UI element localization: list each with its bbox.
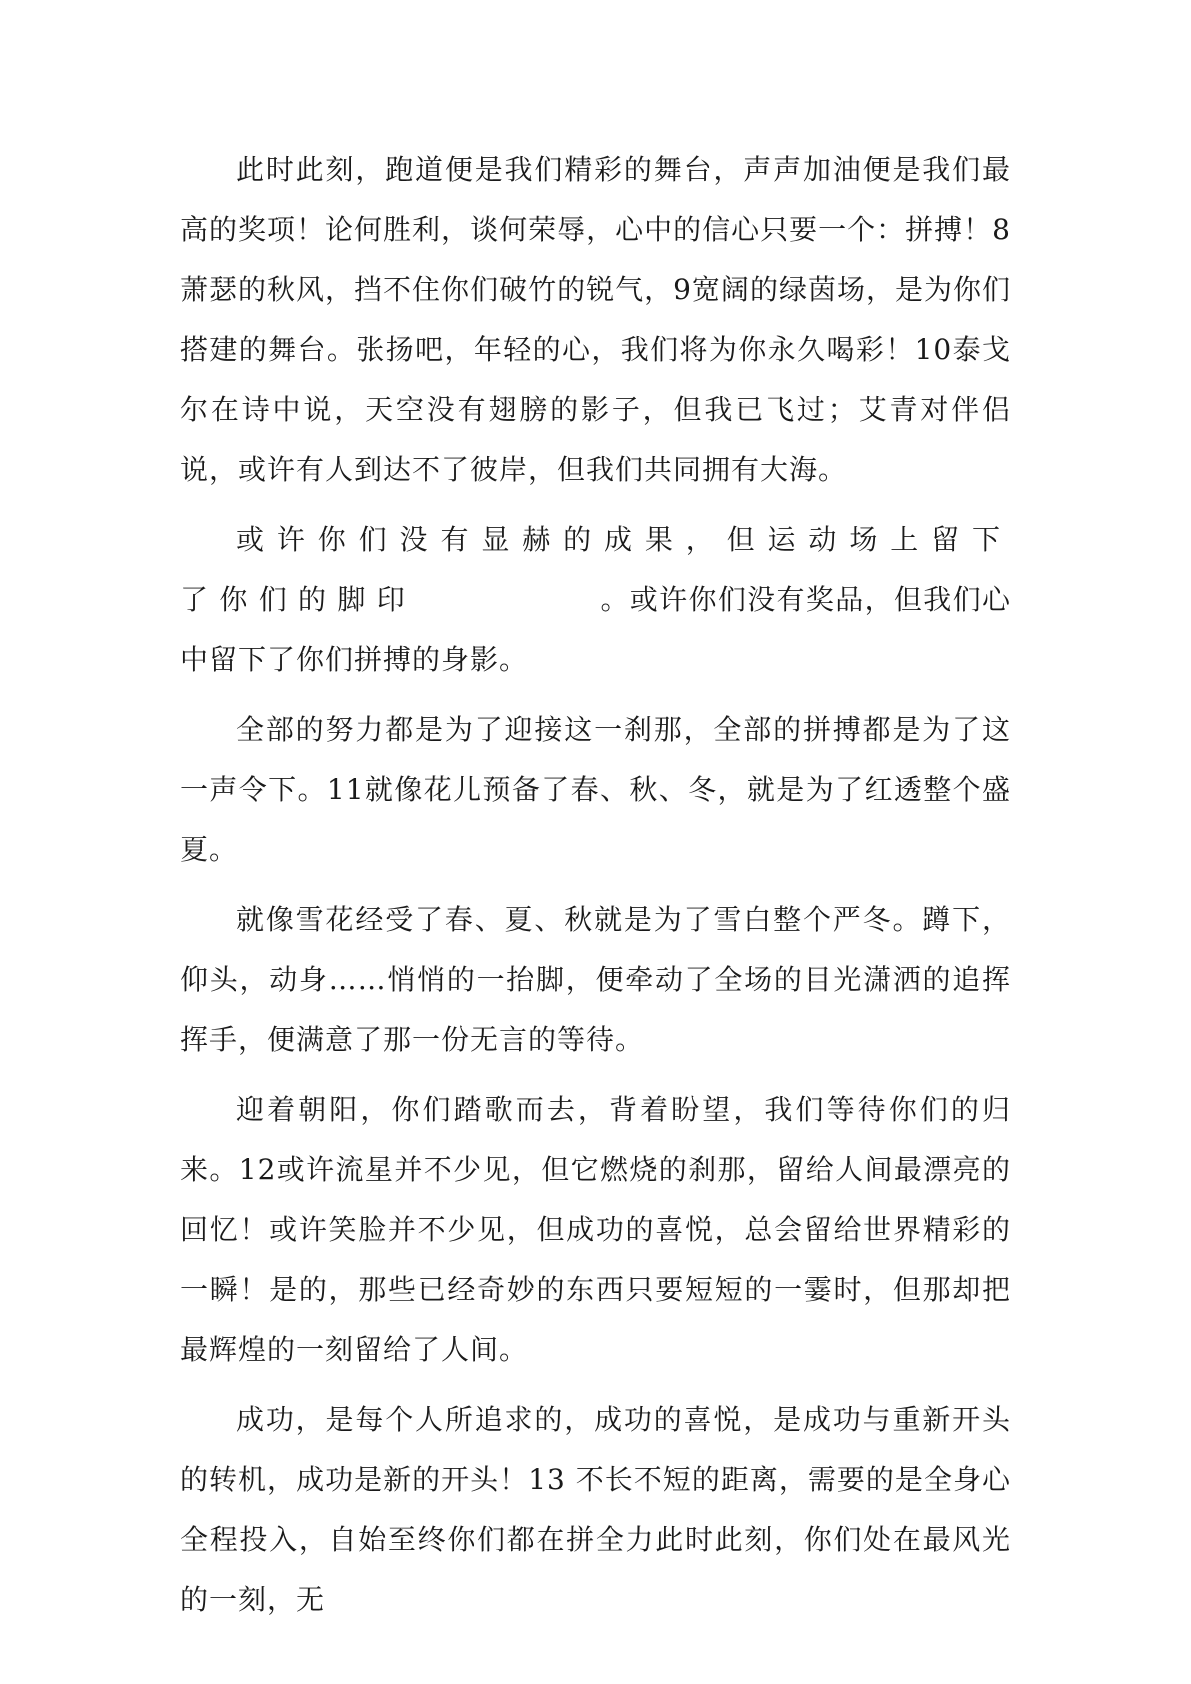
paragraph-5: 迎着朝阳，你们踏歌而去，背着盼望，我们等待你们的归来。12或许流星并不少见，但它燃烧的刹那，留给人间最漂亮的回忆！或许笑脸并不少见，但成功的喜悦，总会留给世界精彩的一瞬！是的，那些已经奇妙的东西只要短短的一霎时，但那却把最辉煌的一刻留给了人间。 xyxy=(180,1093,1011,1366)
paragraph-4: 就像雪花经受了春、夏、秋就是为了雪白整个严冬。蹲下，仰头，动身……悄悄的一抬脚，便牵动了全场的目光潇洒的追挥挥手，便满意了那一份无言的等待。 xyxy=(180,903,1011,1056)
paragraph-2-part2: 。或许你们没有奖品，但我们心中留下了你们拼搏的身影。 xyxy=(180,583,1011,676)
paragraph-2 xyxy=(180,510,1011,690)
paragraph-2-part1: 或许你们没有显赫的成果，但运动场上留下了你们的脚印 xyxy=(180,523,1011,616)
paragraph-6: 成功，是每个人所追求的，成功的喜悦，是成功与重新开头的转机，成功是新的开头！13 不长不短的距离，需要的是全身心全程投入，自始至终你们都在拼全力此时此刻，你们处在最风光的一刻，无 xyxy=(180,1403,1011,1616)
paragraph-1: 此时此刻，跑道便是我们精彩的舞台，声声加油便是我们最高的奖项！论何胜利，谈何荣辱，心中的信心只要一个：拼搏！8萧瑟的秋风，挡不住你们破竹的锐气，9宽阔的绿茵场，是为你们搭建的舞台。张扬吧，年轻的心，我们将为你永久喝彩！10泰戈尔在诗中说，天空没有翅膀的影子，但我已飞过；艾青对伴侣说，或许有人到达不了彼岸，但我们共同拥有大海。 xyxy=(180,153,1011,486)
paragraph-3: 全部的努力都是为了迎接这一刹那，全部的拼搏都是为了这一声令下。11就像花儿预备了春、秋、冬，就是为了红透整个盛夏。 xyxy=(180,713,1011,866)
